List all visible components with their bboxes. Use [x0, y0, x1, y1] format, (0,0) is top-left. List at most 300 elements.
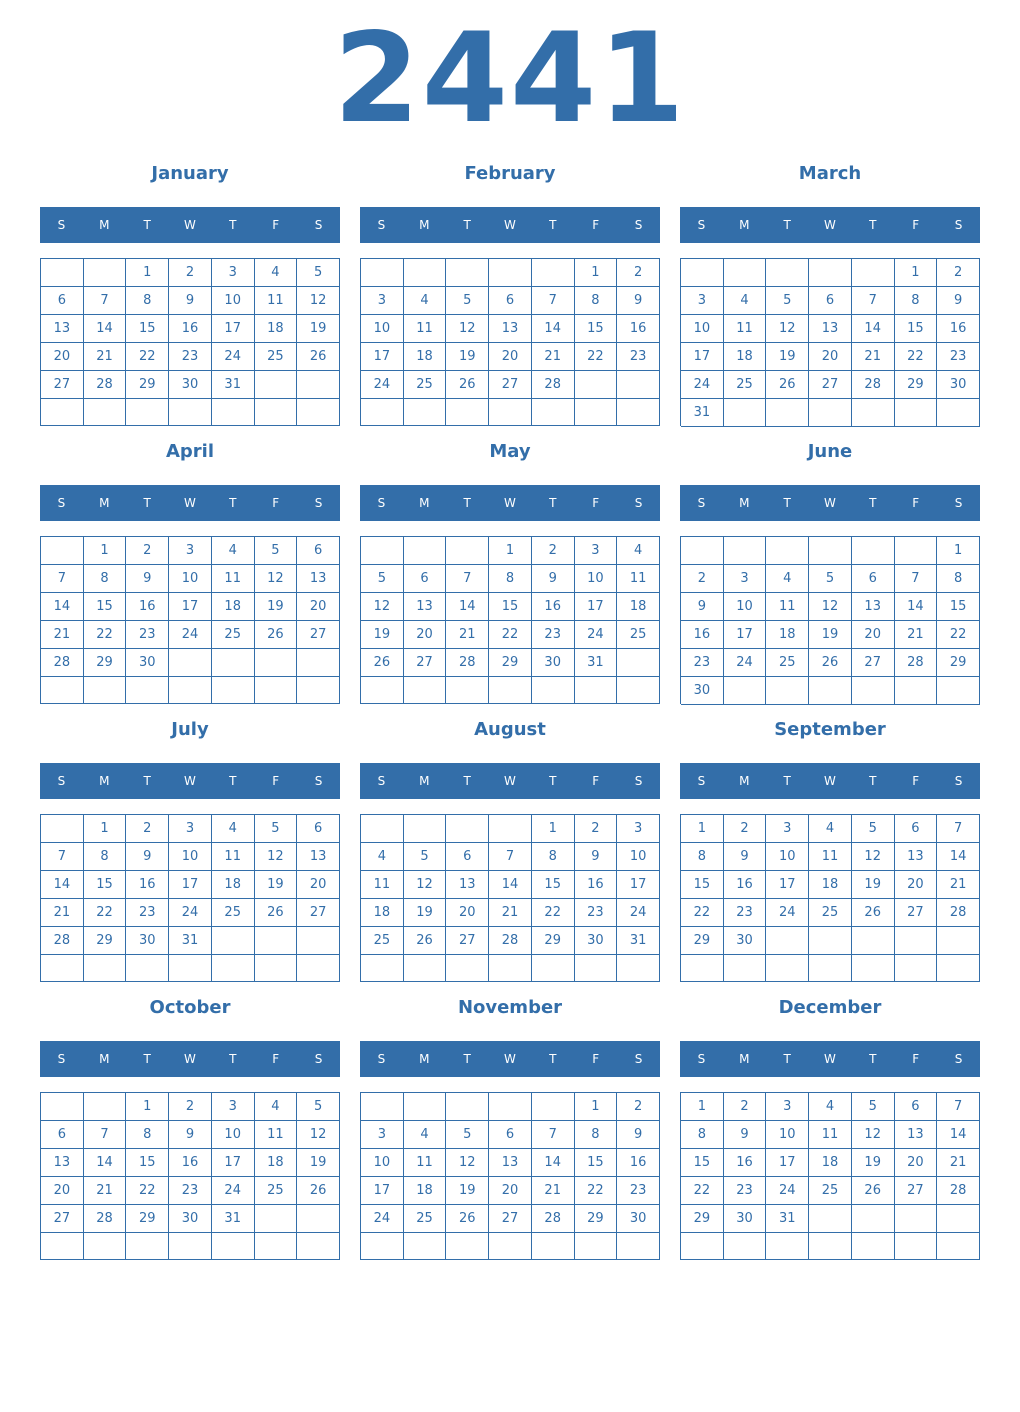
empty-day-cell — [255, 677, 298, 704]
empty-day-cell — [937, 955, 980, 982]
empty-day-cell — [766, 677, 809, 705]
empty-day-cell — [852, 537, 895, 565]
day-cell: 16 — [724, 1149, 767, 1177]
day-cell: 16 — [681, 621, 724, 649]
day-cell: 2 — [169, 259, 212, 287]
day-cell: 4 — [212, 537, 255, 565]
empty-day-cell — [852, 955, 895, 982]
weekday-header — [680, 485, 980, 521]
day-cell: 9 — [724, 1121, 767, 1149]
day-cell: 20 — [489, 1177, 532, 1205]
day-cell: 3 — [169, 537, 212, 565]
weekday-label: W — [504, 1052, 516, 1066]
empty-day-cell — [84, 1233, 127, 1260]
day-grid — [40, 1092, 340, 1260]
day-cell: 20 — [297, 871, 340, 899]
day-cell: 29 — [84, 649, 127, 677]
day-cell: 26 — [361, 649, 404, 677]
weekday-label: S — [57, 774, 66, 788]
weekday-label: T — [549, 496, 557, 510]
weekday-label: T — [229, 1052, 237, 1066]
day-cell: 22 — [937, 621, 980, 649]
empty-day-cell — [297, 677, 340, 704]
day-cell: 9 — [724, 843, 767, 871]
day-cell: 23 — [169, 1177, 212, 1205]
day-cell: 12 — [255, 565, 298, 593]
day-cell: 26 — [852, 1177, 895, 1205]
day-cell: 13 — [809, 315, 852, 343]
month-name: January — [151, 163, 229, 184]
day-cell: 31 — [681, 399, 724, 427]
weekday-label: S — [57, 218, 66, 232]
empty-day-cell — [489, 677, 532, 704]
day-cell: 9 — [126, 565, 169, 593]
weekday-label: S — [377, 1052, 386, 1066]
day-cell: 23 — [126, 899, 169, 927]
empty-day-cell — [489, 955, 532, 982]
day-cell: 9 — [937, 287, 980, 315]
empty-day-cell — [297, 1205, 340, 1233]
day-cell: 1 — [532, 815, 575, 843]
weekday-label: W — [504, 774, 516, 788]
day-cell: 25 — [724, 371, 767, 399]
empty-day-cell — [617, 955, 660, 982]
day-cell: 27 — [297, 621, 340, 649]
empty-day-cell — [404, 955, 447, 982]
day-cell: 27 — [297, 899, 340, 927]
weekday-label: F — [272, 774, 280, 788]
day-cell: 27 — [404, 649, 447, 677]
empty-day-cell — [404, 815, 447, 843]
weekday-label: T — [869, 774, 877, 788]
day-cell: 6 — [809, 287, 852, 315]
day-cell: 26 — [255, 621, 298, 649]
day-cell: 16 — [617, 1149, 660, 1177]
day-cell: 10 — [212, 1121, 255, 1149]
day-cell: 24 — [361, 371, 404, 399]
day-cell: 17 — [169, 871, 212, 899]
empty-day-cell — [575, 1233, 618, 1260]
day-cell: 7 — [84, 1121, 127, 1149]
weekday-label: T — [783, 1052, 791, 1066]
weekday-label: T — [549, 218, 557, 232]
month-name: June — [807, 441, 853, 462]
day-cell: 6 — [895, 1093, 938, 1121]
day-cell: 23 — [681, 649, 724, 677]
empty-day-cell — [404, 677, 447, 704]
day-cell: 31 — [575, 649, 618, 677]
weekday-label: S — [314, 1052, 323, 1066]
weekday-label: S — [377, 774, 386, 788]
day-cell: 31 — [169, 927, 212, 955]
day-cell: 18 — [809, 871, 852, 899]
day-cell: 12 — [297, 1121, 340, 1149]
day-cell: 25 — [766, 649, 809, 677]
day-cell: 10 — [361, 1149, 404, 1177]
day-cell: 28 — [937, 1177, 980, 1205]
day-cell: 21 — [84, 1177, 127, 1205]
day-cell: 24 — [169, 899, 212, 927]
empty-day-cell — [41, 1093, 84, 1121]
day-cell: 6 — [446, 843, 489, 871]
day-cell: 24 — [212, 343, 255, 371]
day-cell: 10 — [617, 843, 660, 871]
empty-day-cell — [681, 537, 724, 565]
empty-day-cell — [575, 371, 618, 399]
empty-day-cell — [84, 1093, 127, 1121]
day-cell: 17 — [169, 593, 212, 621]
day-cell: 27 — [895, 899, 938, 927]
empty-day-cell — [41, 259, 84, 287]
day-cell: 7 — [852, 287, 895, 315]
weekday-label: W — [184, 774, 196, 788]
empty-day-cell — [297, 927, 340, 955]
day-cell: 3 — [617, 815, 660, 843]
day-cell: 20 — [895, 871, 938, 899]
weekday-label: T — [869, 218, 877, 232]
day-cell: 22 — [126, 1177, 169, 1205]
empty-day-cell — [895, 1233, 938, 1260]
empty-day-cell — [169, 1233, 212, 1260]
weekday-label: S — [954, 218, 963, 232]
day-cell: 9 — [617, 287, 660, 315]
empty-day-cell — [255, 371, 298, 399]
day-cell: 1 — [84, 815, 127, 843]
empty-day-cell — [617, 677, 660, 704]
day-cell: 17 — [361, 343, 404, 371]
day-cell: 20 — [446, 899, 489, 927]
day-cell: 9 — [169, 287, 212, 315]
day-cell: 10 — [766, 1121, 809, 1149]
weekday-label: T — [143, 496, 151, 510]
day-cell: 25 — [361, 927, 404, 955]
empty-day-cell — [895, 955, 938, 982]
day-cell: 7 — [532, 287, 575, 315]
empty-day-cell — [724, 537, 767, 565]
day-cell: 26 — [446, 371, 489, 399]
empty-day-cell — [212, 399, 255, 426]
empty-day-cell — [724, 677, 767, 705]
day-cell: 13 — [489, 1149, 532, 1177]
day-cell: 2 — [169, 1093, 212, 1121]
day-cell: 14 — [937, 843, 980, 871]
day-cell: 18 — [809, 1149, 852, 1177]
empty-day-cell — [361, 815, 404, 843]
weekday-label: M — [739, 218, 750, 232]
empty-day-cell — [489, 399, 532, 426]
day-cell: 17 — [681, 343, 724, 371]
empty-day-cell — [212, 677, 255, 704]
empty-day-cell — [937, 1205, 980, 1233]
weekday-label: T — [783, 218, 791, 232]
day-cell: 27 — [489, 371, 532, 399]
day-cell: 25 — [809, 1177, 852, 1205]
weekday-label: W — [504, 496, 516, 510]
day-cell: 5 — [809, 565, 852, 593]
day-cell: 1 — [575, 1093, 618, 1121]
day-cell: 19 — [404, 899, 447, 927]
empty-day-cell — [617, 1233, 660, 1260]
day-cell: 28 — [937, 899, 980, 927]
empty-day-cell — [852, 1233, 895, 1260]
day-cell: 23 — [532, 621, 575, 649]
day-cell: 3 — [361, 287, 404, 315]
day-cell: 1 — [489, 537, 532, 565]
day-cell: 15 — [575, 315, 618, 343]
day-cell: 8 — [84, 565, 127, 593]
day-cell: 29 — [126, 371, 169, 399]
day-cell: 2 — [724, 815, 767, 843]
empty-day-cell — [361, 677, 404, 704]
day-cell: 28 — [84, 1205, 127, 1233]
empty-day-cell — [532, 677, 575, 704]
day-cell: 7 — [41, 565, 84, 593]
day-cell: 14 — [937, 1121, 980, 1149]
day-cell: 4 — [617, 537, 660, 565]
empty-day-cell — [255, 1205, 298, 1233]
day-cell: 2 — [575, 815, 618, 843]
day-cell: 16 — [169, 1149, 212, 1177]
empty-day-cell — [361, 259, 404, 287]
day-cell: 25 — [212, 899, 255, 927]
day-cell: 15 — [84, 593, 127, 621]
day-cell: 25 — [404, 371, 447, 399]
day-cell: 24 — [766, 1177, 809, 1205]
empty-day-cell — [361, 537, 404, 565]
empty-day-cell — [532, 259, 575, 287]
day-cell: 22 — [895, 343, 938, 371]
empty-day-cell — [212, 927, 255, 955]
empty-day-cell — [41, 815, 84, 843]
empty-day-cell — [766, 1233, 809, 1260]
empty-day-cell — [852, 399, 895, 427]
weekday-label: S — [954, 774, 963, 788]
weekday-header — [360, 485, 660, 521]
day-cell: 23 — [575, 899, 618, 927]
empty-day-cell — [446, 1093, 489, 1121]
day-cell: 24 — [724, 649, 767, 677]
day-cell: 11 — [809, 1121, 852, 1149]
day-cell: 15 — [681, 1149, 724, 1177]
day-cell: 12 — [852, 843, 895, 871]
day-cell: 9 — [681, 593, 724, 621]
empty-day-cell — [361, 399, 404, 426]
weekday-label: T — [463, 496, 471, 510]
day-cell: 17 — [617, 871, 660, 899]
day-cell: 8 — [575, 1121, 618, 1149]
weekday-label: M — [739, 774, 750, 788]
day-cell: 25 — [404, 1205, 447, 1233]
day-cell: 3 — [361, 1121, 404, 1149]
day-cell: 20 — [852, 621, 895, 649]
day-cell: 10 — [169, 843, 212, 871]
day-cell: 11 — [617, 565, 660, 593]
empty-day-cell — [169, 955, 212, 982]
day-cell: 30 — [169, 371, 212, 399]
day-cell: 10 — [724, 593, 767, 621]
day-cell: 24 — [575, 621, 618, 649]
day-cell: 12 — [255, 843, 298, 871]
day-cell: 20 — [41, 1177, 84, 1205]
weekday-label: S — [377, 218, 386, 232]
weekday-label: T — [549, 1052, 557, 1066]
day-cell: 29 — [126, 1205, 169, 1233]
weekday-label: W — [824, 496, 836, 510]
day-cell: 18 — [617, 593, 660, 621]
day-cell: 29 — [681, 927, 724, 955]
weekday-label: W — [184, 496, 196, 510]
day-cell: 29 — [681, 1205, 724, 1233]
empty-day-cell — [617, 649, 660, 677]
month-name: February — [464, 163, 556, 184]
day-cell: 4 — [255, 259, 298, 287]
empty-day-cell — [297, 371, 340, 399]
day-cell: 30 — [937, 371, 980, 399]
day-cell: 22 — [84, 899, 127, 927]
weekday-label: M — [99, 218, 110, 232]
weekday-label: M — [99, 1052, 110, 1066]
empty-day-cell — [446, 815, 489, 843]
empty-day-cell — [404, 1233, 447, 1260]
empty-day-cell — [169, 677, 212, 704]
day-cell: 18 — [212, 593, 255, 621]
day-cell: 8 — [937, 565, 980, 593]
day-cell: 19 — [446, 1177, 489, 1205]
day-cell: 11 — [255, 287, 298, 315]
day-cell: 16 — [937, 315, 980, 343]
day-cell: 27 — [852, 649, 895, 677]
day-cell: 14 — [489, 871, 532, 899]
day-cell: 19 — [852, 871, 895, 899]
day-grid — [360, 814, 660, 982]
weekday-label: M — [419, 496, 430, 510]
day-cell: 13 — [297, 565, 340, 593]
day-cell: 27 — [41, 371, 84, 399]
empty-day-cell — [809, 1233, 852, 1260]
day-cell: 28 — [489, 927, 532, 955]
weekday-label: F — [272, 1052, 280, 1066]
empty-day-cell — [255, 955, 298, 982]
day-cell: 11 — [212, 565, 255, 593]
day-cell: 19 — [852, 1149, 895, 1177]
day-cell: 15 — [489, 593, 532, 621]
day-cell: 19 — [297, 1149, 340, 1177]
day-cell: 26 — [297, 1177, 340, 1205]
day-cell: 21 — [41, 899, 84, 927]
day-cell: 16 — [126, 871, 169, 899]
empty-day-cell — [724, 399, 767, 427]
day-cell: 6 — [895, 815, 938, 843]
day-cell: 20 — [297, 593, 340, 621]
day-cell: 14 — [852, 315, 895, 343]
day-cell: 18 — [404, 1177, 447, 1205]
empty-day-cell — [297, 399, 340, 426]
day-cell: 14 — [532, 315, 575, 343]
day-cell: 4 — [766, 565, 809, 593]
day-cell: 13 — [852, 593, 895, 621]
day-cell: 22 — [681, 899, 724, 927]
empty-day-cell — [84, 399, 127, 426]
day-cell: 27 — [41, 1205, 84, 1233]
empty-day-cell — [937, 677, 980, 705]
weekday-label: S — [634, 218, 643, 232]
day-cell: 21 — [489, 899, 532, 927]
weekday-header — [680, 207, 980, 243]
day-cell: 4 — [809, 815, 852, 843]
weekday-label: T — [783, 774, 791, 788]
empty-day-cell — [809, 1205, 852, 1233]
day-cell: 2 — [617, 1093, 660, 1121]
day-cell: 20 — [41, 343, 84, 371]
weekday-label: T — [229, 496, 237, 510]
day-cell: 7 — [41, 843, 84, 871]
day-cell: 20 — [489, 343, 532, 371]
day-cell: 30 — [681, 677, 724, 705]
day-cell: 13 — [895, 843, 938, 871]
month-name: November — [457, 997, 563, 1018]
weekday-label: S — [314, 218, 323, 232]
empty-day-cell — [766, 955, 809, 982]
empty-day-cell — [532, 399, 575, 426]
empty-day-cell — [895, 927, 938, 955]
empty-day-cell — [41, 955, 84, 982]
day-cell: 14 — [41, 871, 84, 899]
empty-day-cell — [766, 399, 809, 427]
day-cell: 26 — [446, 1205, 489, 1233]
weekday-label: S — [697, 218, 706, 232]
weekday-label: F — [592, 774, 600, 788]
day-cell: 30 — [724, 927, 767, 955]
day-cell: 4 — [255, 1093, 298, 1121]
day-cell: 17 — [766, 871, 809, 899]
weekday-label: W — [184, 218, 196, 232]
day-cell: 10 — [681, 315, 724, 343]
empty-day-cell — [681, 259, 724, 287]
day-cell: 6 — [297, 815, 340, 843]
day-cell: 6 — [489, 1121, 532, 1149]
day-cell: 30 — [126, 927, 169, 955]
weekday-label: M — [419, 218, 430, 232]
day-cell: 25 — [809, 899, 852, 927]
day-cell: 28 — [532, 371, 575, 399]
weekday-label: W — [504, 218, 516, 232]
empty-day-cell — [895, 399, 938, 427]
day-cell: 23 — [724, 1177, 767, 1205]
day-cell: 24 — [169, 621, 212, 649]
day-cell: 19 — [255, 593, 298, 621]
day-cell: 7 — [489, 843, 532, 871]
weekday-label: S — [697, 496, 706, 510]
day-cell: 10 — [575, 565, 618, 593]
day-cell: 4 — [809, 1093, 852, 1121]
weekday-label: W — [824, 774, 836, 788]
day-cell: 31 — [212, 1205, 255, 1233]
empty-day-cell — [404, 399, 447, 426]
day-cell: 28 — [895, 649, 938, 677]
day-cell: 8 — [84, 843, 127, 871]
day-cell: 29 — [532, 927, 575, 955]
empty-day-cell — [895, 677, 938, 705]
empty-day-cell — [766, 537, 809, 565]
weekday-header — [360, 207, 660, 243]
day-cell: 23 — [617, 343, 660, 371]
day-cell: 18 — [212, 871, 255, 899]
day-cell: 29 — [895, 371, 938, 399]
day-cell: 25 — [212, 621, 255, 649]
day-cell: 8 — [681, 843, 724, 871]
day-grid — [680, 1092, 980, 1260]
empty-day-cell — [937, 1233, 980, 1260]
